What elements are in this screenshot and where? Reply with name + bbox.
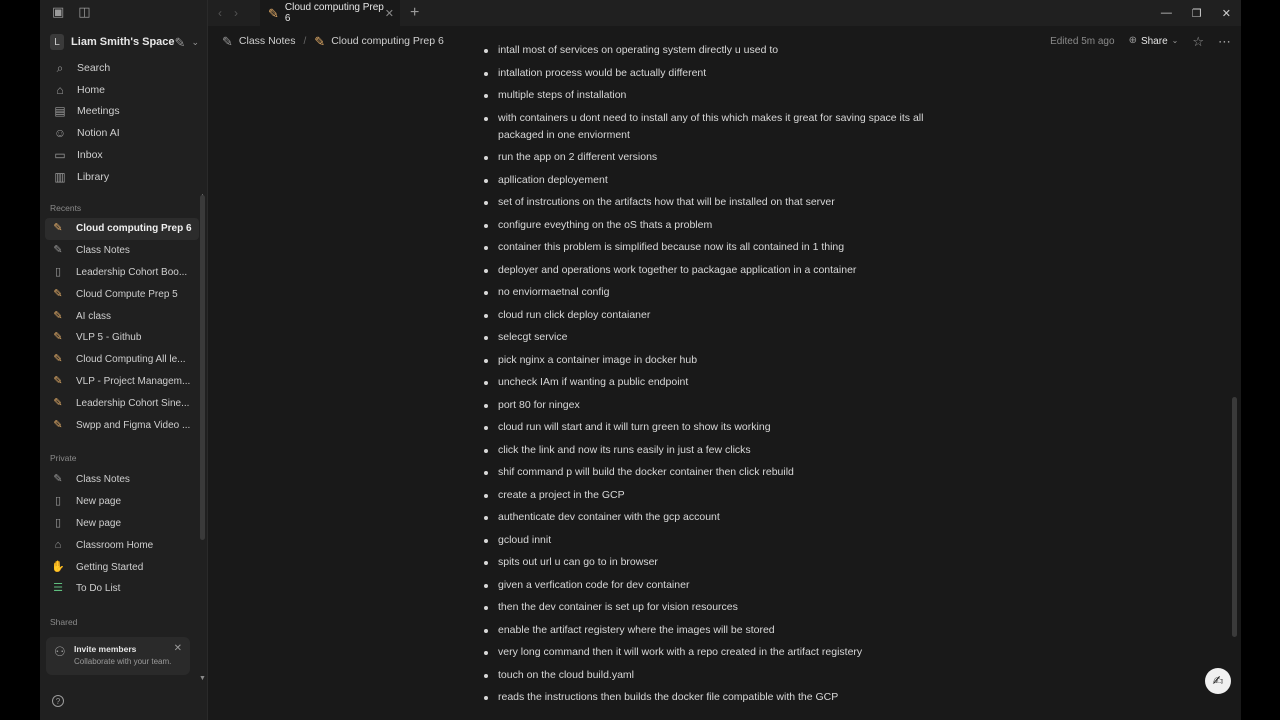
bullet-item[interactable]: pick nginx a container image in docker hub bbox=[484, 352, 944, 369]
sidebar-item-recent[interactable]: ✎ Cloud Compute Prep 5 bbox=[45, 283, 199, 305]
ai-icon: ☺ bbox=[53, 126, 67, 141]
invite-subtitle: Collaborate with your team. bbox=[74, 657, 172, 666]
star-icon[interactable]: ☆ bbox=[1192, 33, 1204, 49]
sidebar-top-controls bbox=[52, 5, 91, 18]
content-scrollbar[interactable] bbox=[1232, 397, 1237, 637]
bullet-item[interactable]: selecgt service bbox=[484, 329, 944, 346]
sidebar-item-recent[interactable]: ✎ VLP 5 - Github bbox=[45, 327, 199, 349]
close-tab-icon[interactable]: ✕ bbox=[384, 7, 394, 20]
sidebar-item-notion-ai[interactable] bbox=[46, 122, 199, 144]
invite-title: Invite members bbox=[74, 644, 137, 654]
sidebar-item-private[interactable]: ✋ Getting Started bbox=[51, 560, 144, 573]
private-list bbox=[45, 469, 199, 600]
shared-heading[interactable]: Shared bbox=[50, 617, 78, 627]
sidebar-item-recent[interactable]: ✎ Leadership Cohort Sine... bbox=[45, 392, 199, 414]
sidebar-scrollbar[interactable] bbox=[200, 195, 205, 540]
sidebar-nav bbox=[46, 57, 199, 188]
bullet-item[interactable]: gcloud innit bbox=[484, 532, 944, 549]
window-titlebar bbox=[208, 0, 1241, 26]
bullet-item[interactable]: click the link and now its runs easily in just a few clicks bbox=[484, 442, 944, 459]
notion-app-window bbox=[40, 0, 1241, 720]
sidebar-item-recent[interactable]: ✎ Cloud computing Prep 6 bbox=[45, 218, 199, 240]
bullet-item[interactable]: multiple steps of installation bbox=[484, 87, 944, 104]
sidebar-item-recent[interactable]: ✎ AI class bbox=[45, 305, 199, 327]
sidebar-item-search[interactable] bbox=[46, 57, 199, 79]
bullet-item[interactable]: touch on the cloud build.yaml bbox=[484, 667, 944, 684]
sidebar-item-inbox[interactable] bbox=[46, 144, 199, 166]
bullet-item[interactable]: run the app on 2 different versions bbox=[484, 149, 944, 166]
help-question-icon[interactable]: ? bbox=[52, 695, 64, 707]
back-arrow-icon[interactable]: ‹ bbox=[218, 6, 222, 20]
sidebar-item-meetings[interactable] bbox=[46, 101, 199, 123]
bullet-item[interactable]: configure eveything on the oS thats a problem bbox=[484, 217, 944, 234]
bullet-item[interactable]: then the dev container is set up for vision resources bbox=[484, 599, 944, 616]
bullet-item[interactable]: set of instrcutions on the artifacts how that will be installed on that server bbox=[484, 194, 944, 211]
pencil-icon: ✎ bbox=[53, 287, 63, 300]
page-icon: ▯ bbox=[54, 516, 62, 529]
sidebar-item-recent[interactable]: ✎ Swpp and Figma Video ... bbox=[45, 414, 199, 436]
inbox-icon: ▭ bbox=[54, 148, 66, 163]
sidebar-item-label: Search bbox=[77, 61, 111, 74]
app-menu-icon[interactable]: ▣ bbox=[52, 4, 65, 19]
pencil-icon: ✎ bbox=[53, 353, 63, 366]
sidebar-item-private[interactable]: ☰ To Do List bbox=[45, 578, 199, 600]
library-icon: ▥ bbox=[54, 169, 66, 184]
forward-arrow-icon[interactable]: › bbox=[234, 6, 238, 20]
pencil-icon: ✎ bbox=[53, 473, 63, 486]
bullet-item[interactable]: container this problem is simplified because now its all contained in 1 thing bbox=[484, 239, 944, 256]
pencil-icon: ✎ bbox=[222, 33, 233, 49]
lock-icon: ⊕ bbox=[1128, 35, 1137, 46]
sidebar-item-label: Notion AI bbox=[77, 127, 120, 140]
home-icon: ⌂ bbox=[56, 82, 64, 97]
recents-heading[interactable]: Recents bbox=[50, 203, 82, 213]
search-icon: ⌕ bbox=[56, 60, 64, 75]
bullet-item[interactable]: uncheck IAm if wanting a public endpoint bbox=[484, 374, 944, 391]
checklist-icon: ☰ bbox=[53, 582, 63, 595]
new-tab-plus-icon[interactable]: + bbox=[410, 4, 420, 21]
wave-icon: ✋ bbox=[51, 560, 65, 573]
pencil-icon: ✎ bbox=[53, 396, 63, 409]
more-options-icon[interactable]: ⋯ bbox=[1218, 33, 1231, 49]
close-window-icon[interactable]: ✕ bbox=[1221, 7, 1231, 20]
bullet-item[interactable]: with containers u dont need to install any of this which makes it great for saving space its all packaged in one enviorment bbox=[484, 110, 944, 144]
sidebar-toggle-icon[interactable]: ◫ bbox=[78, 4, 91, 19]
sidebar bbox=[40, 0, 208, 720]
sidebar-item-label: Home bbox=[77, 83, 106, 96]
page-content bbox=[208, 44, 1241, 720]
bullet-item[interactable]: very long command then it will work with a repo created in the artifact registery bbox=[484, 644, 944, 661]
bullet-list bbox=[484, 42, 944, 712]
share-label: Share bbox=[1140, 35, 1168, 47]
chevron-down-icon: ⌄ bbox=[1171, 36, 1179, 45]
pencil-icon: ✎ bbox=[53, 309, 63, 322]
workspace-name: Liam Smith's Space bbox=[71, 36, 175, 48]
close-icon[interactable]: ✕ bbox=[173, 643, 182, 654]
private-heading[interactable]: Private bbox=[50, 453, 77, 463]
breadcrumb-item[interactable]: Cloud computing Prep 6 bbox=[331, 35, 444, 47]
bullet-item[interactable]: apllication deployement bbox=[484, 172, 944, 189]
restore-icon[interactable]: ❐ bbox=[1191, 7, 1202, 20]
recents-list bbox=[45, 218, 199, 436]
bullet-item[interactable]: enable the artifact registery where the images will be stored bbox=[484, 622, 944, 639]
pencil-icon: ✎ bbox=[53, 244, 63, 257]
sidebar-item-label: Inbox bbox=[77, 149, 103, 162]
breadcrumb-separator: / bbox=[303, 35, 307, 47]
bullet-item[interactable]: authenticate dev container with the gcp account bbox=[484, 509, 944, 526]
breadcrumb bbox=[222, 35, 444, 48]
scroll-down-arrow-icon[interactable]: ▼ bbox=[199, 675, 206, 682]
user-plus-icon: ⚇ bbox=[54, 644, 66, 659]
sidebar-item-label: Library bbox=[77, 170, 110, 183]
sidebar-item-private[interactable]: ▯ New page bbox=[45, 513, 199, 535]
new-page-icon[interactable]: ✎ bbox=[174, 34, 186, 50]
pencil-icon: ✎ bbox=[53, 374, 63, 387]
bullet-item[interactable]: intallation process would be actually different bbox=[484, 65, 944, 82]
minimize-icon[interactable]: — bbox=[1160, 6, 1172, 19]
sidebar-item-private[interactable]: ⌂ Classroom Home bbox=[45, 534, 199, 556]
bullet-item[interactable]: shif command p will build the docker container then click rebuild bbox=[484, 464, 944, 481]
pencil-icon: ✎ bbox=[268, 5, 279, 21]
bullet-item[interactable]: cloud run will start and it will turn green to show its working bbox=[484, 419, 944, 436]
meetings-icon: ▤ bbox=[54, 104, 66, 119]
sidebar-item-recent[interactable]: ▯ Leadership Cohort Boo... bbox=[45, 262, 199, 284]
bullet-item[interactable]: intall most of services on operating system directly u used to bbox=[484, 42, 944, 59]
chevron-down-icon[interactable]: ⌄ bbox=[191, 36, 199, 47]
sidebar-item-recent[interactable]: ✎ Class Notes bbox=[45, 240, 199, 262]
bullet-item[interactable]: reads the instructions then builds the docker file compatible with the GCP bbox=[484, 689, 944, 706]
invite-members-card[interactable] bbox=[46, 637, 190, 675]
sidebar-item-private[interactable]: ✎ Class Notes bbox=[45, 469, 199, 491]
pencil-icon: ✎ bbox=[314, 33, 326, 49]
breadcrumb-item[interactable]: Class Notes bbox=[238, 35, 296, 47]
sidebar-item-recent[interactable]: ✎ Cloud Computing All le... bbox=[45, 349, 199, 371]
sidebar-item-library[interactable] bbox=[46, 166, 199, 188]
bullet-item[interactable]: cloud run click deploy contaianer bbox=[484, 307, 944, 324]
bullet-item[interactable]: port 80 for ningex bbox=[484, 397, 944, 414]
last-edited-label: Edited 5m ago bbox=[1050, 35, 1115, 47]
sidebar-item-label: Meetings bbox=[77, 105, 120, 118]
share-button[interactable] bbox=[1129, 36, 1179, 47]
school-icon: ⌂ bbox=[54, 538, 62, 551]
sidebar-item-private[interactable]: ▯ New page bbox=[45, 491, 199, 513]
page-icon: ▯ bbox=[54, 495, 62, 508]
pencil-icon: ✎ bbox=[53, 331, 63, 344]
sidebar-item-home[interactable] bbox=[46, 79, 199, 101]
bullet-item[interactable]: given a verfication code for dev container bbox=[484, 577, 944, 594]
notion-ai-assistant-icon[interactable]: ✍ bbox=[1205, 668, 1231, 694]
sidebar-item-recent[interactable]: ✎ VLP - Project Managem... bbox=[45, 371, 199, 393]
page-icon: ▯ bbox=[54, 265, 62, 278]
pencil-icon: ✎ bbox=[53, 418, 63, 431]
bullet-item[interactable]: spits out url u can go to in browser bbox=[484, 554, 944, 571]
workspace-switcher[interactable] bbox=[50, 32, 199, 52]
bullet-item[interactable]: deployer and operations work together to packagae application in a container bbox=[484, 262, 944, 279]
bullet-item[interactable]: no enviormaetnal config bbox=[484, 284, 944, 301]
tab-title: Cloud computing Prep 6 bbox=[284, 2, 384, 24]
tab-active-page[interactable] bbox=[260, 0, 400, 26]
workspace-avatar: L bbox=[50, 34, 64, 50]
bullet-item[interactable]: create a project in the GCP bbox=[484, 487, 944, 504]
pencil-icon: ✎ bbox=[53, 222, 63, 235]
